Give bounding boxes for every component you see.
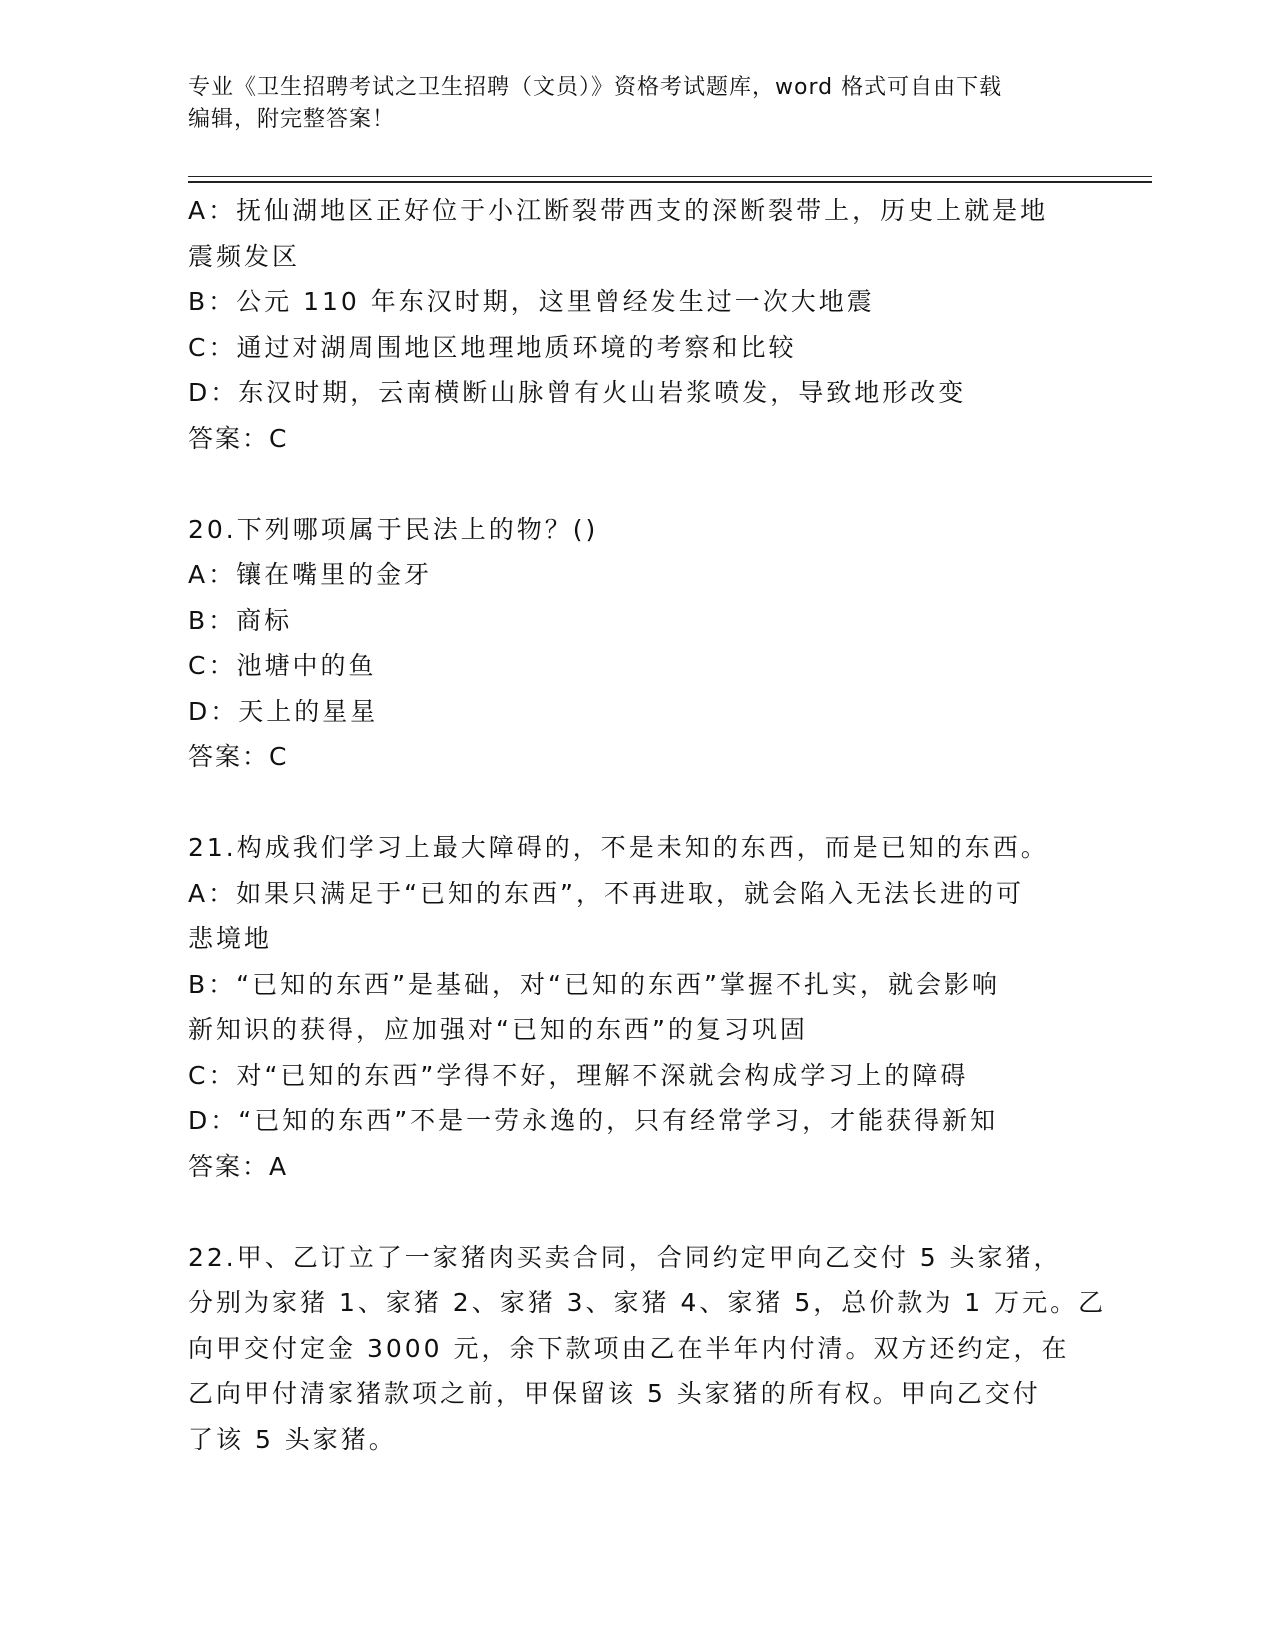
- question-text: 22.甲、乙订立了一家猪肉买卖合同，合同约定甲向乙交付 5 头家猪，: [188, 1242, 1062, 1272]
- question-text-continued: 乙向甲付清家猪款项之前，甲保留该 5 头家猪的所有权。甲向乙交付: [188, 1379, 1041, 1408]
- question-22-block: [188, 1235, 1107, 1463]
- option-a-continued: 悲境地: [188, 924, 273, 953]
- option-c: C：对“已知的东西”学得不好，理解不深就会构成学习上的障碍: [188, 1060, 969, 1090]
- document-body: [188, 188, 1107, 1462]
- answer: 答案：C: [188, 423, 289, 453]
- question-21-block: [188, 825, 1088, 1189]
- option-a: A：抚仙湖地区正好位于小江断裂带西支的深断裂带上，历史上就是地: [188, 196, 1049, 225]
- option-a-continued: 震频发区: [188, 241, 301, 271]
- spacer: [188, 780, 1088, 826]
- header-divider: [188, 176, 1152, 177]
- option-d: D：东汉时期，云南横断山脉曾有火山岩浆喷发，导致地形改变: [188, 378, 967, 407]
- spacer: [188, 461, 1088, 507]
- header-line: 专业《卫生招聘考试之卫生招聘（文员）》资格考试题库，word 格式可自由下载: [188, 75, 1003, 100]
- option-b-continued: 新知识的获得，应加强对“已知的东西”的复习巩固: [188, 1015, 808, 1044]
- question-20-block: [188, 507, 1088, 780]
- question-text: 21.构成我们学习上最大障碍的，不是未知的东西，而是已知的东西。: [188, 833, 1049, 862]
- option-c: C：通过对湖周围地区地理地质环境的考察和比较: [188, 332, 797, 362]
- document-header: [188, 72, 1068, 136]
- header-divider: [188, 181, 1152, 183]
- option-a: A：镶在嘴里的金牙: [188, 560, 433, 589]
- option-b: B：商标: [188, 605, 293, 635]
- option-d: D：天上的星星: [188, 696, 379, 726]
- option-c: C：池塘中的鱼: [188, 651, 377, 680]
- answer: 答案：A: [188, 1151, 289, 1181]
- option-d: D：“已知的东西”不是一劳永逸的，只有经常学习，才能获得新知: [188, 1106, 999, 1135]
- answer: 答案：C: [188, 742, 289, 771]
- option-b: B：公元 110 年东汉时期，这里曾经发生过一次大地震: [188, 287, 875, 316]
- question-text: 20.下列哪项属于民法上的物？(): [188, 514, 599, 544]
- question-text-continued: 分别为家猪 1、家猪 2、家猪 3、家猪 4、家猪 5，总价款为 1 万元。乙: [188, 1288, 1107, 1317]
- question-text-continued: 向甲交付定金 3000 元，余下款项由乙在半年内付清。双方还约定，在: [188, 1333, 1070, 1363]
- header-line: 编辑，附完整答案！: [188, 107, 396, 132]
- question-19-block: [188, 188, 1088, 461]
- option-b: B：“已知的东西”是基础，对“已知的东西”掌握不扎实，就会影响: [188, 969, 1000, 999]
- option-a: A：如果只满足于“已知的东西”，不再进取，就会陷入无法长进的可: [188, 878, 1025, 908]
- question-text-continued: 了该 5 头家猪。: [188, 1424, 397, 1454]
- spacer: [188, 1189, 1088, 1235]
